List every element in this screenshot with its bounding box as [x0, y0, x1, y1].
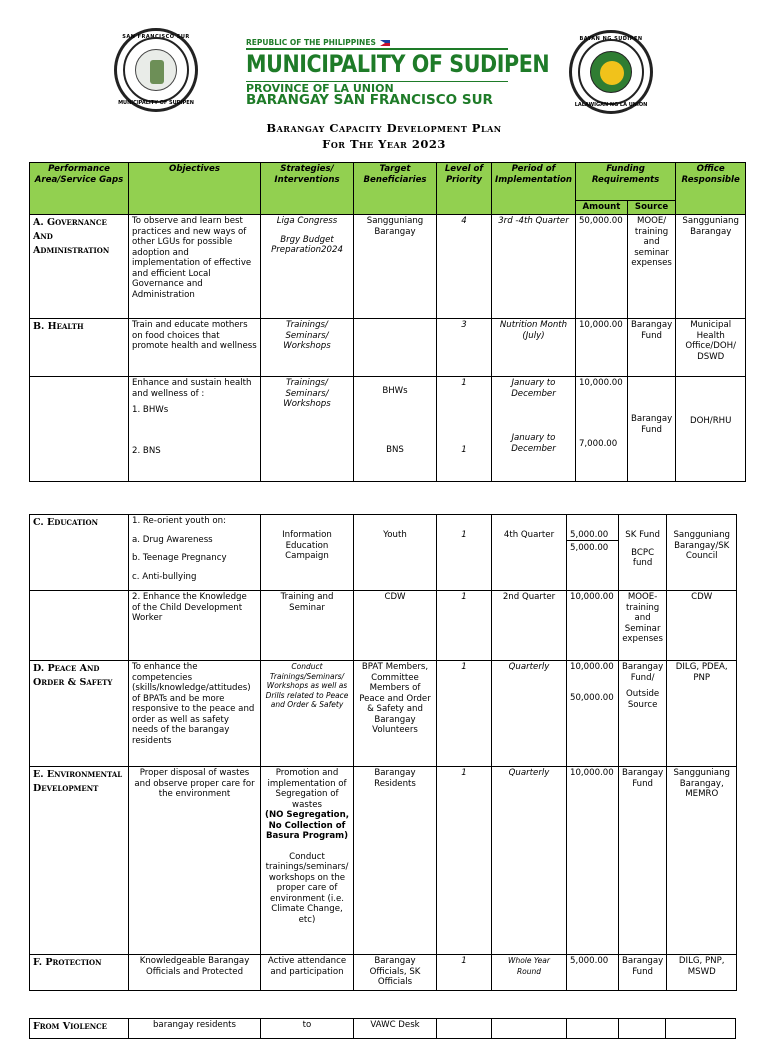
header-area: Performance Area/Service Gaps [30, 163, 129, 215]
seal-left-bottom-text: MUNICIPALITY OF SUDIPEN [118, 100, 194, 106]
province-name: PROVINCE OF LA UNION [246, 82, 394, 95]
period-cell: 2nd Quarter [492, 591, 567, 661]
area-cell: B. Health [30, 319, 129, 377]
beneficiaries-cell: CDW [354, 591, 437, 661]
beneficiaries-cell: Barangay Residents [354, 767, 437, 955]
header-funding: Funding Requirements [575, 163, 675, 201]
amount-cell: 10,000.00 [567, 767, 619, 955]
priority-cell: 1 [437, 767, 492, 955]
office-cell: Sangguniang Barangay/SK Council [667, 515, 737, 591]
header-objectives: Objectives [129, 163, 261, 215]
area-cell [30, 591, 129, 661]
amount-cell: 10,000.00 7,000.00 [575, 377, 627, 482]
strategy-cell: Trainings/ Seminars/ Workshops [261, 319, 354, 377]
period-cell [492, 1019, 567, 1039]
amount-cell: 10,000.00 [567, 591, 619, 661]
municipality-name: MUNICIPALITY OF SUDIPEN [246, 50, 550, 78]
table-row [30, 955, 737, 991]
beneficiaries-cell: Youth [354, 515, 437, 591]
source-cell: SK Fund BCPC fund [619, 515, 667, 591]
header-priority: Level of Priority [437, 163, 492, 215]
objective-cell: Proper disposal of wastes and observe proper care for the environment [129, 767, 261, 955]
priority-cell: 1 [437, 661, 492, 767]
barangay-seal [114, 28, 198, 112]
area-cell: C. Education [30, 515, 129, 591]
office-cell: Sangguniang Barangay [676, 215, 746, 319]
period-cell: Quarterly [492, 661, 567, 767]
area-cell [30, 377, 129, 482]
beneficiaries-cell [354, 319, 437, 377]
priority-cell: 1 1 [437, 377, 492, 482]
office-cell: DILG, PNP, MSWD [667, 955, 737, 991]
source-cell: Barangay Fund/ Outside Source [619, 661, 667, 767]
priority-cell: 4 [437, 215, 492, 319]
office-cell: DOH/RHU [676, 377, 746, 482]
office-cell: CDW [667, 591, 737, 661]
seal-left-top-text: SAN FRANCISCO SUR [122, 34, 190, 40]
amount-cell: 10,000.00 [575, 319, 627, 377]
period-cell: Nutrition Month (July) [492, 319, 576, 377]
area-cell: D. Peace And Order & Safety [30, 661, 129, 767]
plan-title: Barangay Capacity Development Plan [266, 121, 502, 135]
period-cell: Whole Year Round [492, 955, 567, 991]
strategy-cell: Liga Congress Brgy Budget Preparation2024 [261, 215, 354, 319]
table-row [30, 215, 746, 319]
municipal-seal [569, 30, 653, 114]
priority-cell: 3 [437, 319, 492, 377]
area-cell: F. Protection [30, 955, 129, 991]
office-cell: DILG, PDEA, PNP [667, 661, 737, 767]
priority-cell: 1 [437, 955, 492, 991]
priority-cell: 1 [437, 515, 492, 591]
amount-cell [567, 1019, 619, 1039]
table-row [30, 661, 737, 767]
republic-text: REPUBLIC OF THE PHILIPPINES [246, 38, 376, 47]
header-amount: Amount [575, 201, 627, 215]
capacity-plan-table [29, 162, 746, 482]
header-office: Office Responsible [676, 163, 746, 215]
source-cell: Barangay Fund [619, 955, 667, 991]
area-cell: E. Environmental Development [30, 767, 129, 955]
amount-cell: 10,000.00 50,000.00 [567, 661, 619, 767]
beneficiaries-cell: Barangay Officials, SK Officials [354, 955, 437, 991]
republic-line [246, 38, 390, 47]
source-cell: MOOE/ training and seminar expenses [627, 215, 675, 319]
table-row [30, 767, 737, 955]
source-cell [619, 1019, 666, 1039]
source-cell: Barangay Fund [627, 377, 675, 482]
priority-cell: 1 [437, 591, 492, 661]
objective-cell: Enhance and sustain health and wellness of : 1. BHWs 2. BNS [129, 377, 261, 482]
header-source: Source [627, 201, 675, 215]
plan-year: For The Year 2023 [322, 137, 446, 151]
strategy-cell: Training and Seminar [261, 591, 354, 661]
beneficiaries-cell: VAWC Desk [354, 1019, 437, 1039]
table-row [30, 319, 746, 377]
table-row [30, 591, 737, 661]
seal-right-bottom-text: LALAWIGAN NG LA UNION [574, 102, 648, 108]
beneficiaries-cell: Sangguniang Barangay [354, 215, 437, 319]
area-cell: A. Governance And Administration [30, 215, 129, 319]
amount-cell: 50,000.00 [575, 215, 627, 319]
period-cell: Quarterly [492, 767, 567, 955]
office-cell: Municipal Health Office/DOH/ DSWD [676, 319, 746, 377]
beneficiaries-cell: BPAT Members, Committee Members of Peace and Order & Safety and Barangay Volunteers [354, 661, 437, 767]
strategy-cell: Information Education Campaign [261, 515, 354, 591]
table-row [30, 1019, 736, 1039]
period-cell: 3rd -4th Quarter [492, 215, 576, 319]
objective-cell: To enhance the competencies (skills/knowledge/attitudes) of BPATs and be more responsive to the peace and order as well as safety needs of the barangay residents [129, 661, 261, 767]
philippine-flag-icon [380, 40, 390, 46]
source-cell: MOOE- training and Seminar expenses [619, 591, 667, 661]
objective-cell: Train and educate mothers on food choices that promote health and wellness [129, 319, 261, 377]
strategy-cell: Promotion and implementation of Segregation of wastes (NO Segregation, No Collection of Basura Program) Conduct trainings/seminars/ workshops on the proper care of environment (i.e. Climate Change, etc) [261, 767, 354, 955]
strategy-cell: to [261, 1019, 354, 1039]
strategy-cell: Active attendance and participation [261, 955, 354, 991]
strategy-cell: Trainings/ Seminars/ Workshops [261, 377, 354, 482]
header-row [30, 163, 746, 201]
source-cell: Barangay Fund [627, 319, 675, 377]
amount-cell: 5,000.00 [567, 955, 619, 991]
period-cell: 4th Quarter [492, 515, 567, 591]
header-beneficiaries: Target Beneficiaries [354, 163, 437, 215]
area-cell: From Violence [30, 1019, 129, 1039]
office-cell: Sangguniang Barangay, MEMRO [667, 767, 737, 955]
barangay-name: BARANGAY SAN FRANCISCO SUR [246, 92, 493, 108]
strategy-cell: Conduct Trainings/Seminars/ Workshops as well as Drills related to Peace and Order & Safety [261, 661, 354, 767]
objective-cell: To observe and learn best practices and new ways of other LGUs for possible adoption and implementation of effective and efficient Local Governance and Administration [129, 215, 261, 319]
priority-cell [437, 1019, 492, 1039]
beneficiaries-cell: BHWs BNS [354, 377, 437, 482]
objective-cell: 2. Enhance the Knowledge of the Child Development Worker [129, 591, 261, 661]
capacity-plan-table-continued [29, 514, 737, 991]
capacity-plan-table-next-page [29, 1018, 736, 1039]
office-cell [666, 1019, 736, 1039]
header-strategies: Strategies/ Interventions [261, 163, 354, 215]
seal-right-top-text: BAYAN NG SUDIPEN [579, 36, 643, 42]
table-row [30, 515, 737, 591]
header-period: Period of Implementation [492, 163, 576, 215]
objective-cell: barangay residents [129, 1019, 261, 1039]
period-cell: January to December January to December [492, 377, 576, 482]
source-cell: Barangay Fund [619, 767, 667, 955]
objective-cell: Knowledgeable Barangay Officials and Protected [129, 955, 261, 991]
table-row [30, 377, 746, 482]
objective-cell: 1. Re-orient youth on: a. Drug Awareness b. Teenage Pregnancy c. Anti-bullying [129, 515, 261, 591]
amount-cell: 5,000.00 5,000.00 [567, 515, 619, 591]
